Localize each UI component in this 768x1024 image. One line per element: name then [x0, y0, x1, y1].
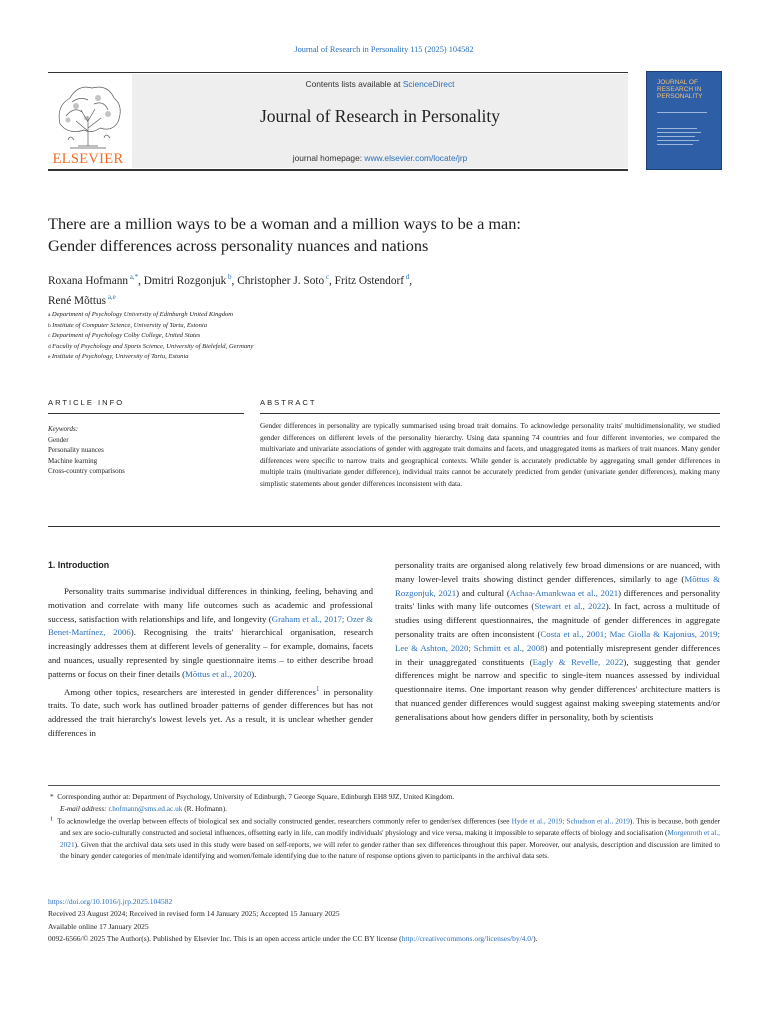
keyword-item: Cross-country comparisons: [48, 467, 125, 476]
text-run: ). Recognising the traits' hierarchical organisation, research increasingly addresses them at different levels of generality – for example, domains, facets and nuances, usually represented by single questionnaire items – to either describe broad patterns or focus on their finer details (: [48, 627, 373, 679]
text-run: ) and potentially misrepresent gender differences in their unaggregated constituents (: [395, 642, 720, 667]
affiliation-item: [48, 352, 448, 363]
author-affiliation-mark[interactable]: d: [404, 273, 410, 281]
author-affiliation-mark[interactable]: c: [324, 273, 329, 281]
abstract-heading: ABSTRACT: [260, 398, 317, 407]
keyword-item: Machine learning: [48, 456, 98, 465]
text-run: in personality traits. To date, such work has outlined broader patterns of gender differences but has not addressed the trait hierarchy's lowest levels yet. As a result, it is unclear whether gender differences in: [48, 686, 373, 738]
copyright-prefix: 0092-6566/© 2025 The Author(s). Published by Elsevier Inc. This is an open access article under the CC BY license (: [48, 934, 402, 944]
paper-title-line-2: Gender differences across personality nuances and nations: [48, 236, 429, 255]
cover-decor-line: [657, 132, 701, 133]
contents-prefix: Contents lists available at: [305, 79, 403, 89]
text-run: personality traits are organised along relatively few broad dimensions or are nuanced, with many lower-level traits showing distinct gender differences, similarly to age (: [395, 560, 720, 584]
citation-link[interactable]: Mõttus et al., 2020: [185, 668, 252, 679]
affiliation-mark: c: [48, 333, 52, 340]
keyword-item: Personality nuances: [48, 446, 104, 455]
footnote-email: [48, 803, 720, 815]
keywords-block: [48, 424, 244, 477]
text-run: ) differences and personality traits' links with many life outcomes (: [395, 587, 720, 612]
author-name: Fritz Ostendorf: [334, 274, 404, 287]
homepage-prefix: journal homepage:: [292, 153, 365, 163]
affiliation-text: Department of Psychology University of Edinburgh United Kingdom: [51, 311, 234, 318]
affiliation-item: [48, 310, 448, 321]
affiliation-text: Faculty of Psychology and Sports Science, University of Bielefeld, Germany: [52, 342, 254, 350]
author-affiliation-mark[interactable]: b: [226, 273, 232, 281]
copyright-line: [48, 933, 728, 945]
contents-available-line: [132, 79, 628, 89]
author-separator: ,: [329, 274, 335, 287]
citation-link[interactable]: Eagly & Revelle, 2022: [532, 656, 624, 667]
email-label: E-mail address:: [60, 803, 107, 813]
author-separator: ,: [409, 274, 413, 287]
author-affiliation-mark[interactable]: a,*: [128, 273, 139, 281]
affiliation-text: Institute of Computer Science, University of Tartu, Estonia: [52, 321, 208, 329]
asterisk-mark: *: [50, 792, 58, 801]
citation-link[interactable]: Hyde et al., 2019; Schudson et al., 2019: [511, 816, 630, 826]
footnote-1-text: [57, 817, 720, 861]
available-online-date: Available online 17 January 2025: [48, 921, 149, 931]
author-name: René Mõttus: [48, 294, 107, 307]
author-separator: ,: [231, 274, 238, 287]
text-run: ). Given that the archival data sets used in this study were based on self-reports, we will refer to gender rather than sex differences throughout this paper. Moreover, our analysis, description and discussion are limited to the binary gender categories of men/male identifying and women/female identifying due to the nature of response options given to participants in the archival data sets.: [60, 839, 720, 861]
text-run: ). This is because, both gender and sex are socio-culturally constructed and societal influences, offsetting early in life, can modify individuals' physiology and vice versa, making it impossible to separate effects of biology and socialisation (: [60, 816, 720, 838]
journal-name: Journal of Research in Personality: [259, 106, 501, 126]
text-run: ).: [251, 668, 257, 679]
citation-link[interactable]: Costa et al., 2001; Mac Giolla & Kajonius, 2019; Lee & Ashton, 2020; Schmitt et al., 2008: [395, 628, 720, 653]
corresponding-author-text: Corresponding author at: Department of Psychology, University of Edinburgh, 7 George Square, Edinburgh EH8 9JZ, United Kingdom.: [57, 792, 455, 801]
affiliation-text: Institute of Psychology, University of Tartu, Estonia: [51, 353, 189, 361]
author-affiliation-mark[interactable]: a,e: [106, 292, 116, 301]
text-run: Among other topics, researchers are interested in gender differences: [64, 686, 316, 697]
footnote-1-mark: 1: [50, 816, 54, 823]
text-run: To acknowledge the overlap between effects of biological sex and socially constructed gender, researchers commonly refer to gender/sex differences (see: [57, 816, 512, 826]
citation-link[interactable]: Morgenroth et al., 2021: [60, 828, 720, 849]
affiliation-text: Department of Psychology Colby College, United States: [51, 332, 201, 340]
sciencedirect-link[interactable]: ScienceDirect: [402, 79, 455, 89]
keywords-label: Keywords:: [48, 425, 79, 433]
footnote-corresponding: [48, 791, 720, 803]
article-info-heading: ARTICLE INFO: [48, 398, 125, 407]
abstract-bottom-rule: [48, 526, 720, 527]
author-name: Dmitri Rozgonjuk: [143, 274, 227, 287]
citation-link[interactable]: Stewart et al., 2022: [534, 601, 606, 612]
citation-link[interactable]: Mõttus & Rozgonjuk, 2021: [395, 573, 720, 598]
cover-decor-line: [657, 144, 693, 145]
paper-title-line-1: There are a million ways to be a woman and a million ways to be a man:: [48, 214, 521, 233]
masthead-rule-top: [48, 72, 628, 73]
cover-decor-line: [657, 128, 697, 129]
footnote-ref[interactable]: 1: [315, 683, 320, 693]
journal-homepage-line: [132, 153, 628, 163]
email-suffix: (R. Hofmann).: [182, 803, 227, 813]
elsevier-wordmark: ELSEVIER: [52, 151, 124, 167]
author-separator: ,: [138, 274, 144, 287]
cover-decor-line: [657, 136, 695, 137]
citation-link[interactable]: Graham et al., 2017; Ozer & Benet-Martínez, 2006: [48, 613, 373, 638]
keywords-list: [48, 435, 244, 477]
citation-link[interactable]: Achaa-Amankwaa et al., 2021: [509, 587, 619, 598]
journal-cover-thumbnail[interactable]: [646, 71, 722, 170]
affiliation-item: [48, 321, 448, 332]
affiliation-item: [48, 342, 448, 353]
intro-paragraph-2: [48, 682, 373, 741]
intro-paragraph-1: [48, 585, 373, 682]
copyright-suffix: ).: [533, 934, 538, 944]
cover-title: JOURNAL OF RESEARCH IN PERSONALITY: [657, 79, 703, 100]
cover-decor-line: [657, 112, 707, 113]
footnote-1: [48, 814, 720, 862]
license-link[interactable]: http://creativecommons.org/licenses/by/4.0/: [401, 934, 534, 944]
paper-title: [48, 213, 668, 257]
journal-homepage-link[interactable]: www.elsevier.com/locate/jrp: [364, 153, 468, 163]
received-dates: Received 23 August 2024; Received in revised form 14 January 2025; Accepted 15 January 2025: [48, 909, 340, 919]
affiliation-list: [48, 310, 448, 363]
body-column-left: [48, 585, 373, 741]
doi-link[interactable]: https://doi.org/10.1016/j.jrp.2025.104582: [48, 897, 173, 906]
body-column-right: [395, 559, 720, 725]
affiliation-mark: e: [48, 354, 52, 361]
email-link[interactable]: r.hofmann@sms.ed.ac.uk: [108, 803, 183, 813]
affiliation-mark: b: [48, 322, 53, 329]
affiliation-mark: d: [48, 343, 53, 350]
author-name: Roxana Hofmann: [48, 274, 128, 287]
intro-paragraph-3: [395, 559, 720, 725]
masthead-rule-bottom: [48, 169, 628, 171]
section-heading-introduction: 1. Introduction: [48, 560, 110, 570]
affiliation-mark: a: [48, 312, 52, 318]
keyword-item: Gender: [48, 435, 69, 444]
abstract-rule: [260, 413, 720, 414]
front-matter: [48, 896, 728, 946]
author-name: Christopher J. Soto: [237, 274, 325, 287]
footnote-rule: [48, 785, 720, 786]
article-info-rule: [48, 413, 244, 414]
footnotes: [48, 791, 720, 862]
text-run: Personality traits summarise individual differences in thinking, feeling, behaving and motivation and correlate with many life outcomes such as academic and professional success, satisfaction with relationships and life, and longevity (: [48, 586, 373, 624]
text-run: ). In fact, across a multitude of studies using different questionnaires, the magnitude of gender differences in aggregate personality traits are often inconsistent (: [395, 601, 720, 639]
text-run: ), suggesting that gender differences might be narrow and specific to single-item nuances assessed by individual questionnaire items. One important reason why gender differences' architecture matters is that nuanced gender differences would suggest against making sweeping statements and/or generalisations about how genders differ in personality, both by scientists: [395, 656, 721, 722]
abstract-text: Gender differences in personality are typically summarised using broad trait domains. To acknowledge personality traits' multidimensionality, we studied gender differences on different levels of the personality hierarchy. Using data spanning 74 countries and four different inventories, we compared the multivariate and univariate associations of gender with aggregate trait domains and facets, and unaggregated items as markers of trait nuances. Many gender differences were specific to narrow traits and geographical contexts. While gender is accurately predictable by aggregating small gender differences in multiple traits (multivariate gender difference), individual traits cannot be accurately predicted from gender (univariate gender differences), making many simplistic statements about gender differences inconsistent with data.: [260, 421, 720, 488]
text-run: ) and cultural (: [456, 587, 510, 598]
running-head[interactable]: Journal of Research in Personality 115 (2025) 104582: [294, 45, 474, 54]
affiliation-item: [48, 331, 448, 342]
cover-decor-line: [657, 140, 699, 141]
author-list: [48, 269, 668, 309]
